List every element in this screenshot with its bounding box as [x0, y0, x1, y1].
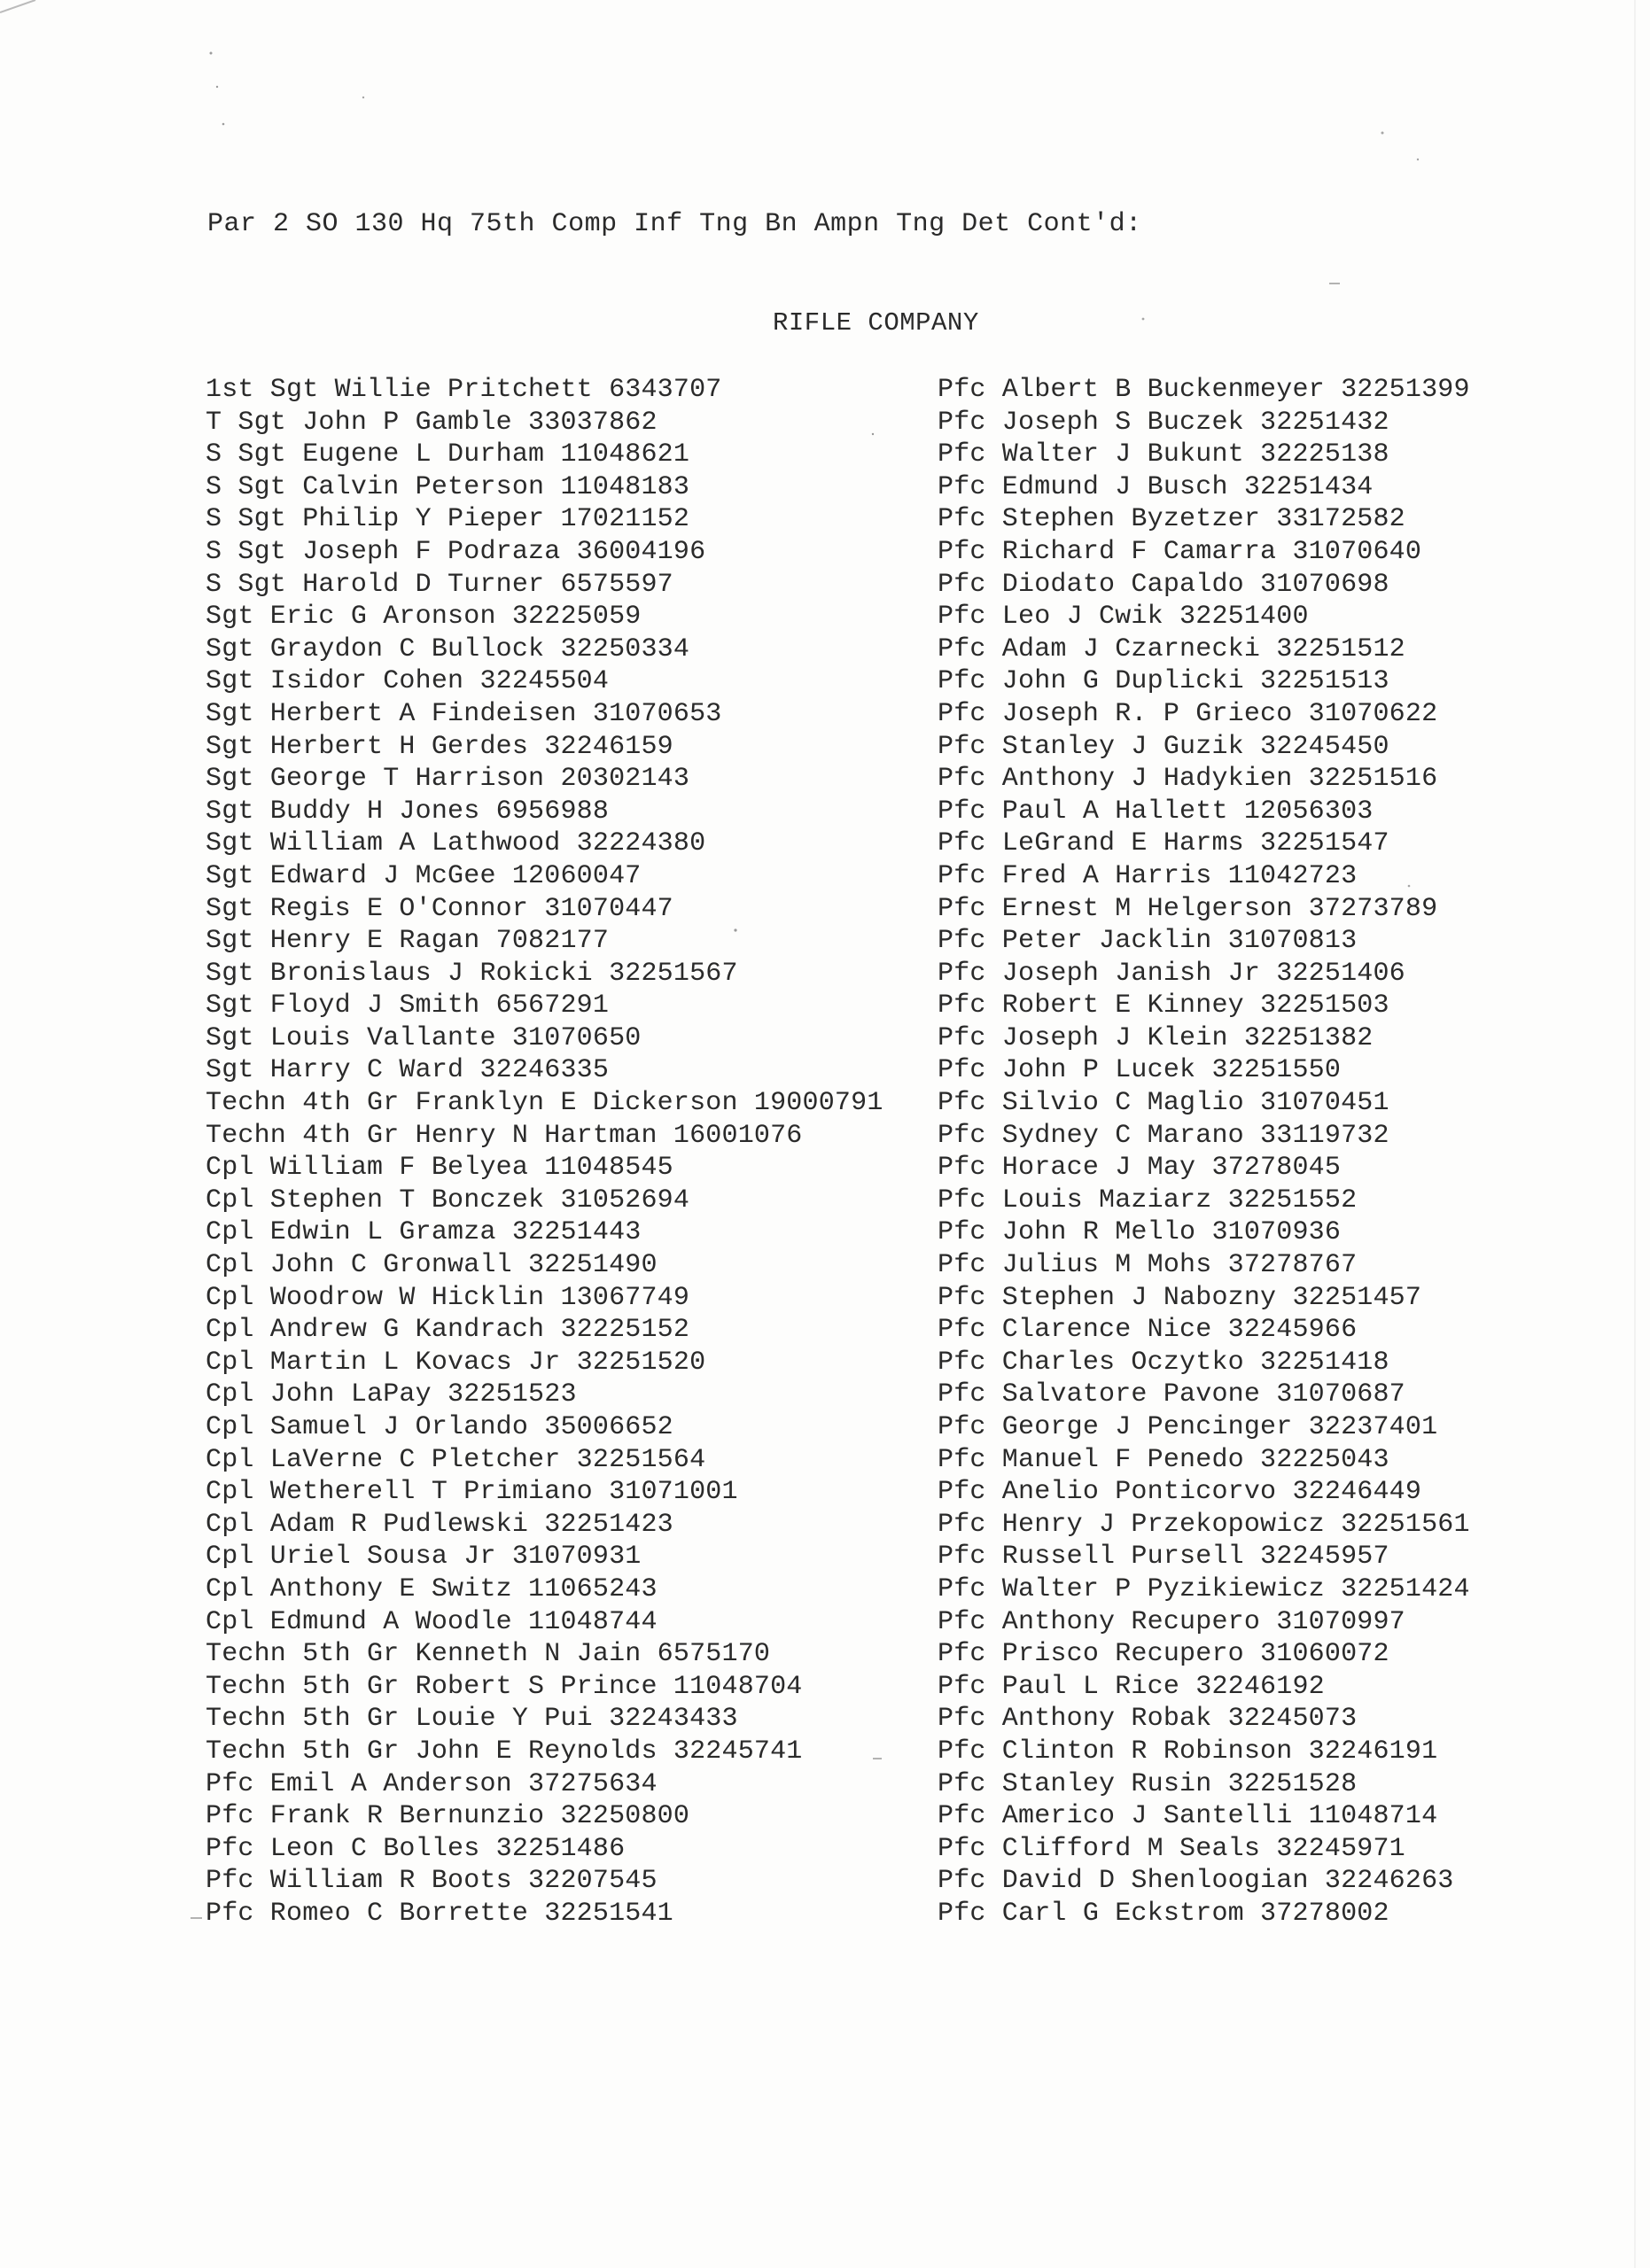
roster-entry: Pfc John R Mello 31070936 — [938, 1217, 1342, 1248]
roster-entry: Sgt Isidor Cohen 32245504 — [206, 666, 610, 697]
roster-entry: S Sgt Eugene L Durham 11048621 — [206, 439, 690, 470]
roster-entry: Pfc Leo J Cwik 32251400 — [938, 602, 1309, 633]
roster-entry: Pfc Russell Pursell 32245957 — [938, 1542, 1389, 1573]
roster-entry: Cpl Edmund A Woodle 11048744 — [206, 1606, 658, 1637]
roster-entry: S Sgt Harold D Turner 6575597 — [206, 569, 673, 600]
roster-entry: Pfc Carl G Eckstrom 37278002 — [938, 1898, 1389, 1929]
roster-entry: Pfc Frank R Bernunzio 32250800 — [206, 1801, 690, 1832]
roster-entry: Pfc Albert B Buckenmeyer 32251399 — [938, 375, 1470, 405]
roster-entry: Pfc Louis Maziarz 32251552 — [938, 1184, 1358, 1216]
roster-entry: Pfc Walter J Bukunt 32225138 — [938, 439, 1389, 470]
roster-entry: Techn 5th Gr John E Reynolds 32245741 — [206, 1736, 803, 1767]
roster-entry: Pfc Julius M Mohs 37278767 — [938, 1250, 1358, 1281]
roster-entry: Pfc Stephen Byzetzer 33172582 — [938, 504, 1405, 535]
roster-entry: Pfc LeGrand E Harms 32251547 — [938, 828, 1389, 859]
roster-entry: Sgt William A Lathwood 32224380 — [206, 828, 706, 859]
roster-entry: Cpl Adam R Pudlewski 32251423 — [206, 1509, 673, 1540]
roster-entry: Sgt Louis Vallante 31070650 — [206, 1022, 642, 1053]
roster-entry: Cpl Woodrow W Hicklin 13067749 — [206, 1282, 690, 1313]
roster-entry: Sgt Floyd J Smith 6567291 — [206, 990, 610, 1021]
roster-entry: Pfc William R Boots 32207545 — [206, 1866, 658, 1897]
roster-entry: Pfc Stanley Rusin 32251528 — [938, 1768, 1358, 1799]
roster-entry: Cpl Andrew G Kandrach 32225152 — [206, 1315, 690, 1346]
roster-entry: Cpl Anthony E Switz 11065243 — [206, 1573, 658, 1604]
roster-entry: Pfc Diodato Capaldo 31070698 — [938, 569, 1389, 600]
roster-entry: Cpl William F Belyea 11048545 — [206, 1153, 673, 1184]
roster-entry: Pfc Prisco Recupero 31060072 — [938, 1639, 1389, 1670]
roster-entry: T Sgt John P Gamble 33037862 — [206, 407, 658, 438]
roster-entry: Techn 5th Gr Louie Y Pui 32243433 — [206, 1704, 738, 1735]
roster-entry: Pfc Americo J Santelli 11048714 — [938, 1801, 1438, 1832]
roster-entry: Cpl John C Gronwall 32251490 — [206, 1250, 658, 1281]
roster-left-column — [206, 374, 883, 1930]
roster-entry: Pfc Ernest M Helgerson 37273789 — [938, 893, 1438, 924]
roster-entry: Techn 4th Gr Franklyn E Dickerson 19000791 — [206, 1088, 883, 1119]
roster-entry: Pfc Leon C Bolles 32251486 — [206, 1833, 626, 1864]
roster-entry: Pfc Horace J May 37278045 — [938, 1153, 1342, 1184]
roster-entry: Pfc Peter Jacklin 31070813 — [938, 926, 1358, 957]
roster-entry: Pfc Stephen J Nabozny 32251457 — [938, 1282, 1422, 1313]
roster-entry: Pfc George J Pencinger 32237401 — [938, 1412, 1438, 1442]
roster-entry: Pfc Anthony J Hadykien 32251516 — [938, 764, 1438, 795]
roster-entry: Sgt Edward J McGee 12060047 — [206, 860, 642, 891]
roster-entry: Pfc Clarence Nice 32245966 — [938, 1315, 1358, 1346]
roster-entry: S Sgt Philip Y Pieper 17021152 — [206, 504, 690, 535]
roster-entry: Techn 5th Gr Robert S Prince 11048704 — [206, 1671, 803, 1702]
roster-entry: Cpl Uriel Sousa Jr 31070931 — [206, 1542, 642, 1573]
roster-entry: Sgt Buddy H Jones 6956988 — [206, 796, 610, 827]
roster-entry: S Sgt Calvin Peterson 11048183 — [206, 471, 690, 502]
roster-entry: Cpl Stephen T Bonczek 31052694 — [206, 1184, 690, 1216]
roster-entry: Pfc Anelio Ponticorvo 32246449 — [938, 1477, 1422, 1508]
roster-entry: Pfc Manuel F Penedo 32225043 — [938, 1444, 1389, 1475]
roster-entry: Pfc Anthony Robak 32245073 — [938, 1704, 1358, 1735]
section-title: RIFLE COMPANY — [773, 308, 979, 338]
document-header: Par 2 SO 130 Hq 75th Comp Inf Tng Bn Ampn Tng Det Cont'd: — [207, 209, 1142, 239]
roster-entry: Pfc Anthony Recupero 31070997 — [938, 1606, 1405, 1637]
roster-entry: Pfc Henry J Przekopowicz 32251561 — [938, 1509, 1470, 1540]
roster-entry: Pfc Stanley J Guzik 32245450 — [938, 731, 1389, 762]
roster-entry: Pfc Charles Oczytko 32251418 — [938, 1347, 1389, 1378]
roster-entry: Pfc Joseph J Klein 32251382 — [938, 1022, 1374, 1053]
roster-entry: Sgt Graydon C Bullock 32250334 — [206, 633, 690, 664]
roster-entry: Cpl Samuel J Orlando 35006652 — [206, 1412, 673, 1442]
roster-entry: 1st Sgt Willie Pritchett 6343707 — [206, 375, 722, 405]
roster-entry: Sgt Herbert A Findeisen 31070653 — [206, 698, 722, 729]
roster-entry: Sgt Eric G Aronson 32225059 — [206, 602, 642, 633]
roster-entry: Techn 4th Gr Henry N Hartman 16001076 — [206, 1120, 803, 1151]
roster-entry: S Sgt Joseph F Podraza 36004196 — [206, 536, 706, 567]
roster-entry: Sgt Bronislaus J Rokicki 32251567 — [206, 958, 738, 989]
roster-entry: Pfc Paul A Hallett 12056303 — [938, 796, 1374, 827]
roster-entry: Sgt Henry E Ragan 7082177 — [206, 926, 610, 957]
roster-entry: Techn 5th Gr Kenneth N Jain 6575170 — [206, 1639, 771, 1670]
roster-entry: Sgt Herbert H Gerdes 32246159 — [206, 731, 673, 762]
roster-entry: Pfc Clifford M Seals 32245971 — [938, 1833, 1405, 1864]
roster-entry: Pfc Robert E Kinney 32251503 — [938, 990, 1389, 1021]
roster-entry: Sgt George T Harrison 20302143 — [206, 764, 690, 795]
roster-entry: Sgt Regis E O'Connor 31070447 — [206, 893, 673, 924]
roster-entry: Pfc Adam J Czarnecki 32251512 — [938, 633, 1405, 664]
roster-entry: Pfc Salvatore Pavone 31070687 — [938, 1379, 1405, 1410]
roster-entry: Pfc Romeo C Borrette 32251541 — [206, 1898, 673, 1929]
roster-entry: Sgt Harry C Ward 32246335 — [206, 1055, 610, 1086]
roster-entry: Pfc Richard F Camarra 31070640 — [938, 536, 1422, 567]
roster-entry: Pfc John G Duplicki 32251513 — [938, 666, 1389, 697]
roster-entry: Pfc Walter P Pyzikiewicz 32251424 — [938, 1573, 1470, 1604]
roster-entry: Cpl Martin L Kovacs Jr 32251520 — [206, 1347, 706, 1378]
roster-entry: Cpl Wetherell T Primiano 31071001 — [206, 1477, 738, 1508]
roster-entry: Cpl John LaPay 32251523 — [206, 1379, 577, 1410]
roster-entry: Cpl Edwin L Gramza 32251443 — [206, 1217, 642, 1248]
roster-entry: Pfc Joseph S Buczek 32251432 — [938, 407, 1389, 438]
roster-entry: Pfc Paul L Rice 32246192 — [938, 1671, 1325, 1702]
roster-entry: Pfc Clinton R Robinson 32246191 — [938, 1736, 1438, 1767]
roster-entry: Pfc Sydney C Marano 33119732 — [938, 1120, 1389, 1151]
roster-entry: Pfc Edmund J Busch 32251434 — [938, 471, 1374, 502]
roster-entry: Pfc Silvio C Maglio 31070451 — [938, 1088, 1389, 1119]
roster-entry: Pfc Emil A Anderson 37275634 — [206, 1768, 658, 1799]
roster-entry: Pfc David D Shenloogian 32246263 — [938, 1866, 1454, 1897]
roster-right-column — [938, 374, 1470, 1930]
roster-entry: Pfc Fred A Harris 11042723 — [938, 860, 1358, 891]
roster-entry: Pfc John P Lucek 32251550 — [938, 1055, 1342, 1086]
roster-entry: Cpl LaVerne C Pletcher 32251564 — [206, 1444, 706, 1475]
roster-entry: Pfc Joseph R. P Grieco 31070622 — [938, 698, 1438, 729]
roster-entry: Pfc Joseph Janish Jr 32251406 — [938, 958, 1405, 989]
